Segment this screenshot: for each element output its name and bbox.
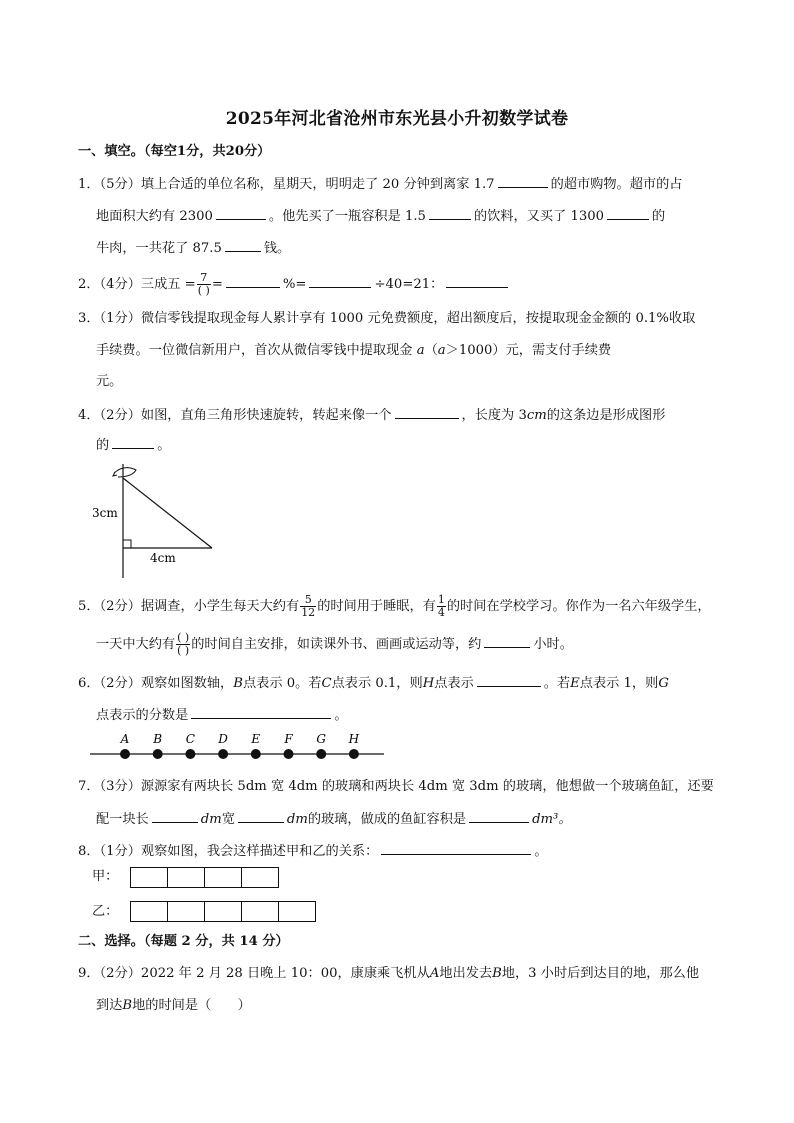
number-line-point-c <box>185 749 195 759</box>
number-line-label-h: H <box>348 732 360 746</box>
answer-blank[interactable] <box>607 207 649 220</box>
answer-blank[interactable] <box>152 810 198 823</box>
rotation-arrow-icon <box>114 468 136 477</box>
strip-cell <box>167 867 205 888</box>
number-line-label-g: G <box>316 732 326 746</box>
right-angle-mark <box>123 540 131 548</box>
fraction: $\frac{( )}{( )}$ <box>177 631 190 657</box>
triangle-hypotenuse <box>123 478 212 548</box>
strip-jia <box>130 867 278 888</box>
answer-blank[interactable] <box>226 275 280 288</box>
question-7-line-1: 7．（3分）源源家有两块长 5dm 宽 4dm 的玻璃和两块长 4dm 宽 3dm 的玻璃，他想做一个玻璃鱼缸，还要 <box>78 779 714 794</box>
question-3-line-2: 手续费。一位微信新用户，首次从微信零钱中提取现金 a（a＞1000）元，需支付手续费 <box>96 343 612 358</box>
number-line <box>90 730 390 764</box>
question-4-line-2: 的 。 <box>96 438 171 453</box>
number-line-label-c: C <box>185 732 195 746</box>
page-title: 2025年河北省沧州市东光县小升初数学试卷 <box>225 109 569 129</box>
strip-cell <box>167 901 205 922</box>
strip-cell <box>130 901 168 922</box>
question-9-line-1: 9．（2分）2022 年 2 月 28 日晚上 10：00，康康乘飞机从A地出发去B地，3 小时后到达目的地，那么他 <box>78 966 700 981</box>
number-line-label-d: D <box>218 732 228 746</box>
strip-cell <box>241 901 279 922</box>
answer-blank[interactable] <box>498 175 548 188</box>
answer-blank[interactable] <box>238 810 284 823</box>
question-1-line-2: 地面积大约有 2300 。他先买了一瓶容积是 1.5 的饮料，又买了 1300 的 <box>96 209 666 224</box>
question-6-line-2: 点表示的分数是 。 <box>96 708 348 723</box>
fraction: $\frac{1}{4}$ <box>437 593 445 619</box>
strip-yi <box>130 901 315 922</box>
number-line-label-b: B <box>153 732 163 746</box>
section-heading-multiple-choice: 二、选择。（每题 2 分，共 14 分） <box>78 934 289 949</box>
number-line-label-f: F <box>284 732 293 746</box>
answer-blank[interactable] <box>484 635 530 648</box>
strip-cell <box>241 867 279 888</box>
question-1-line-1: 1．（5分）填上合适的单位名称，星期天，明明走了 20 分钟到离家 1.7 的超市购物。超市的占 <box>78 177 683 192</box>
question-7-line-2: 配一块长 dm宽 dm的玻璃，做成的鱼缸容积是 dm³。 <box>96 812 572 827</box>
label-jia: 甲： <box>92 869 119 884</box>
number-line-point-e <box>251 749 261 759</box>
question-3-line-1: 3．（1分）微信零钱提取现金每人累计享有 1000 元免费额度，超出额度后，按提取现金金额的 0.1%收取 <box>78 311 696 326</box>
question-1-line-3: 牛肉，一共花了 87.5 钱。 <box>96 241 291 256</box>
question-9-line-2: 到达B地的时间是（ ） <box>96 998 251 1013</box>
section-heading-fill-blank: 一、填空。（每空1分，共20分） <box>78 144 271 159</box>
fraction: $\frac{5}{12}$ <box>301 593 316 619</box>
number-line-point-a <box>120 749 130 759</box>
rotating-triangle-figure <box>88 460 228 582</box>
number-line-label-e: E <box>251 732 261 746</box>
question-4-line-1: 4．（2分）如图，直角三角形快速旋转，转起来像一个 ，长度为 3cm的这条边是形成图形 <box>78 408 666 423</box>
question-5-line-2: 一天中大约有 $\frac{( )}{( )}$ 的时间自主安排，如读课外书、画画或运动等，约 小时。 <box>96 631 573 657</box>
label-yi: 乙： <box>92 904 119 919</box>
number-line-point-b <box>153 749 163 759</box>
label-width: 4cm <box>150 551 176 565</box>
answer-blank[interactable] <box>381 842 531 855</box>
strip-cell <box>278 901 316 922</box>
answer-blank[interactable] <box>309 275 371 288</box>
number-line-point-f <box>284 749 294 759</box>
question-5-line-1: 5．（2分）据调查，小学生每天大约有 $\frac{5}{12}$ 的时间用于睡眠，有 $\frac{1}{4}$ 的时间在学校学习。你作为一名六年级学生， <box>78 593 711 619</box>
question-3-line-3: 元。 <box>96 374 123 389</box>
answer-blank[interactable] <box>191 706 331 719</box>
answer-blank[interactable] <box>112 436 154 449</box>
answer-blank[interactable] <box>446 275 508 288</box>
answer-blank[interactable] <box>477 674 541 687</box>
answer-blank[interactable] <box>225 239 261 252</box>
label-height: 3cm <box>92 506 118 520</box>
answer-blank[interactable] <box>429 207 471 220</box>
strip-cell <box>204 867 242 888</box>
question-6-line-1: 6．（2分）观察如图数轴，B点表示 0。若C点表示 0.1，则H点表示 。若E点表示 1，则G <box>78 676 669 691</box>
question-8: 8．（1分）观察如图，我会这样描述甲和乙的关系： 。 <box>78 844 548 859</box>
answer-blank[interactable] <box>395 406 459 419</box>
number-line-point-g <box>316 749 326 759</box>
number-line-label-a: A <box>120 732 130 746</box>
strip-cell <box>130 867 168 888</box>
answer-blank[interactable] <box>216 207 266 220</box>
number-line-point-h <box>349 749 359 759</box>
question-2: 2．（4分）三成五 = $\frac{7}{( )}$ = %= ÷40=21： <box>78 270 511 300</box>
number-line-point-d <box>218 749 228 759</box>
fraction: $\frac{7}{( )}$ <box>197 271 210 297</box>
answer-blank[interactable] <box>469 810 529 823</box>
strip-cell <box>204 901 242 922</box>
